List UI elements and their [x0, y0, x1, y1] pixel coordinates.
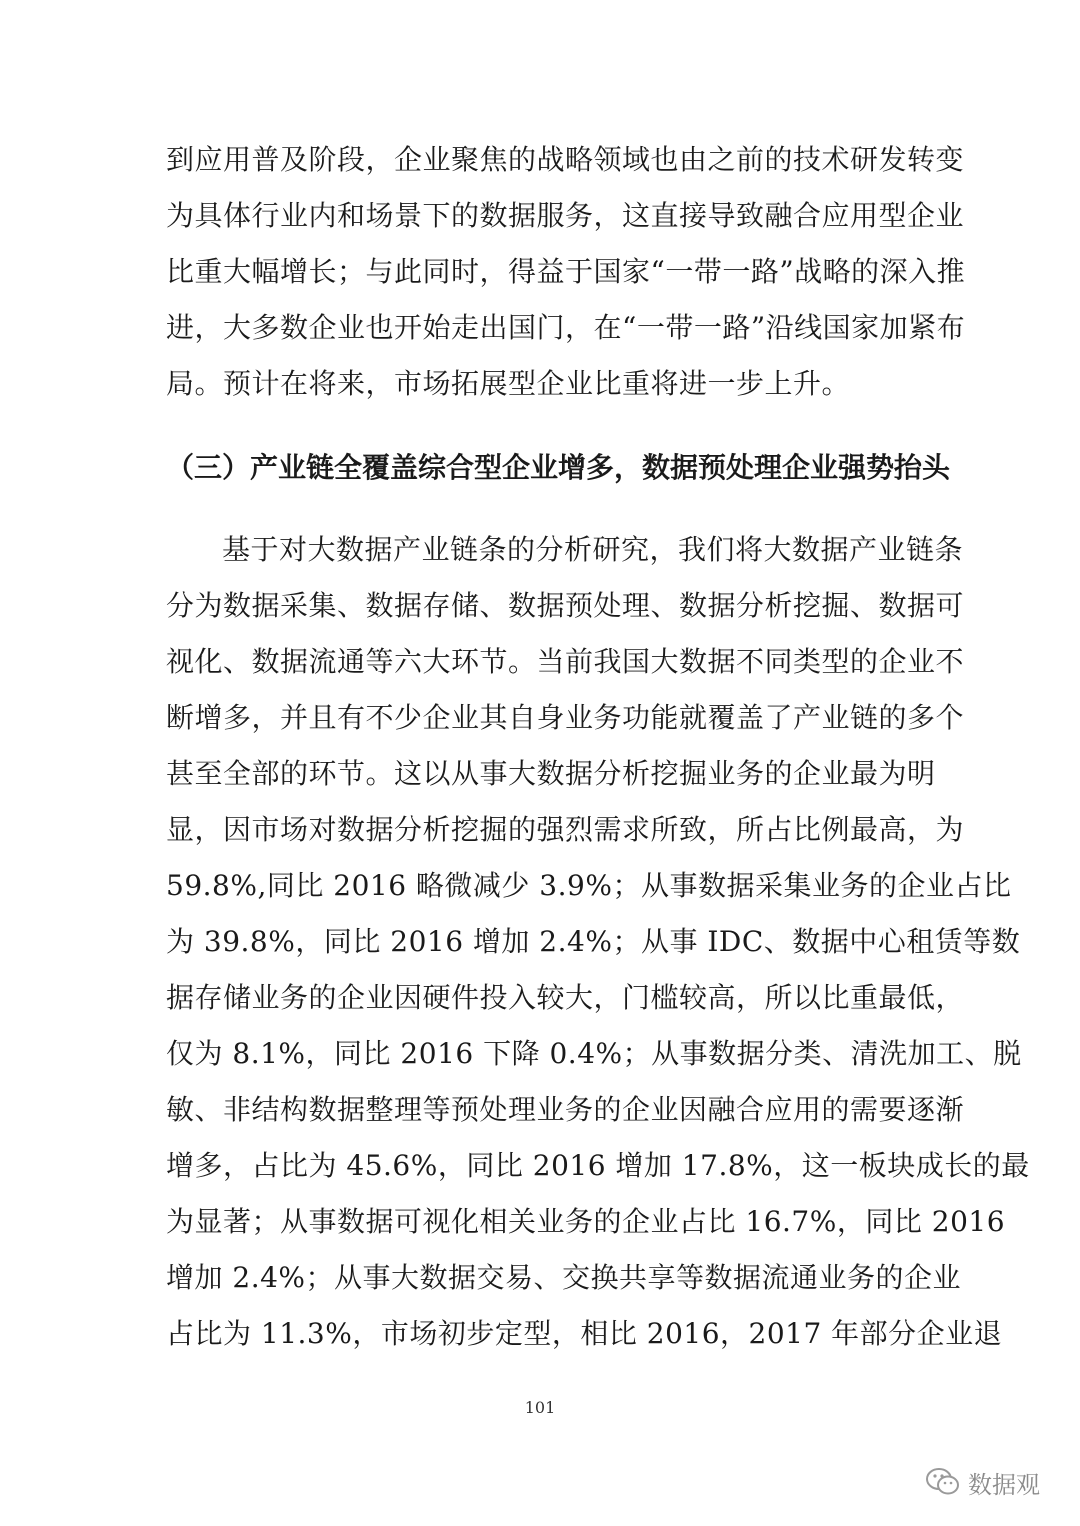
paragraph-line: 为显著；从事数据可视化相关业务的企业占比 16.7%，同比 2016: [166, 1205, 1006, 1238]
paragraph-line: 为 39.8%，同比 2016 增加 2.4%；从事 IDC、数据中心租赁等数: [166, 925, 1021, 958]
paragraph-line: 视化、数据流通等六大环节。当前我国大数据不同类型的企业不: [166, 645, 965, 678]
paragraph-line: 增多，占比为 45.6%，同比 2016 增加 17.8%，这一板块成长的最: [166, 1149, 1030, 1182]
wechat-icon: [926, 1467, 960, 1497]
paragraph-line: 仅为 8.1%，同比 2016 下降 0.4%；从事数据分类、清洗加工、脱: [166, 1037, 1022, 1070]
paragraph-line: 局。预计在将来，市场拓展型企业比重将进一步上升。: [166, 367, 851, 400]
watermark: [926, 1462, 1040, 1502]
paragraph-line: 敏、非结构数据整理等预处理业务的企业因融合应用的需要逐渐: [166, 1093, 965, 1126]
paragraph-line: 到应用普及阶段，企业聚焦的战略领域也由之前的技术研发转变: [166, 143, 965, 176]
section-heading: （三）产业链全覆盖综合型企业增多，数据预处理企业强势抬头: [166, 451, 951, 484]
paragraph-line: 据存储业务的企业因硬件投入较大，门槛较高，所以比重最低，: [166, 981, 965, 1014]
paragraph-line: 甚至全部的环节。这以从事大数据分析挖掘业务的企业最为明: [166, 757, 936, 790]
page-number: 101: [524, 1398, 556, 1417]
paragraph-line: 显，因市场对数据分析挖掘的强烈需求所致，所占比例最高，为: [166, 813, 965, 846]
paragraph-line: 为具体行业内和场景下的数据服务，这直接导致融合应用型企业: [166, 199, 965, 232]
paragraph-line: 断增多，并且有不少企业其自身业务功能就覆盖了产业链的多个: [166, 701, 965, 734]
paragraph-line: 分为数据采集、数据存储、数据预处理、数据分析挖掘、数据可: [166, 589, 965, 622]
paragraph-line: 占比为 11.3%，市场初步定型，相比 2016，2017 年部分企业退: [166, 1317, 1003, 1350]
watermark-text: 数据观: [968, 1470, 1040, 1499]
paragraph-line: 59.8%,同比 2016 略微减少 3.9%；从事数据采集业务的企业占比: [166, 869, 1012, 902]
paragraph-line: 增加 2.4%；从事大数据交易、交换共享等数据流通业务的企业: [166, 1261, 962, 1294]
paragraph-line: 进，大多数企业也开始走出国门，在“一带一路”沿线国家加紧布: [166, 311, 966, 344]
paragraph-line: 基于对大数据产业链条的分析研究，我们将大数据产业链条: [222, 533, 964, 566]
paragraph-line: 比重大幅增长；与此同时，得益于国家“一带一路”战略的深入推: [166, 255, 966, 288]
